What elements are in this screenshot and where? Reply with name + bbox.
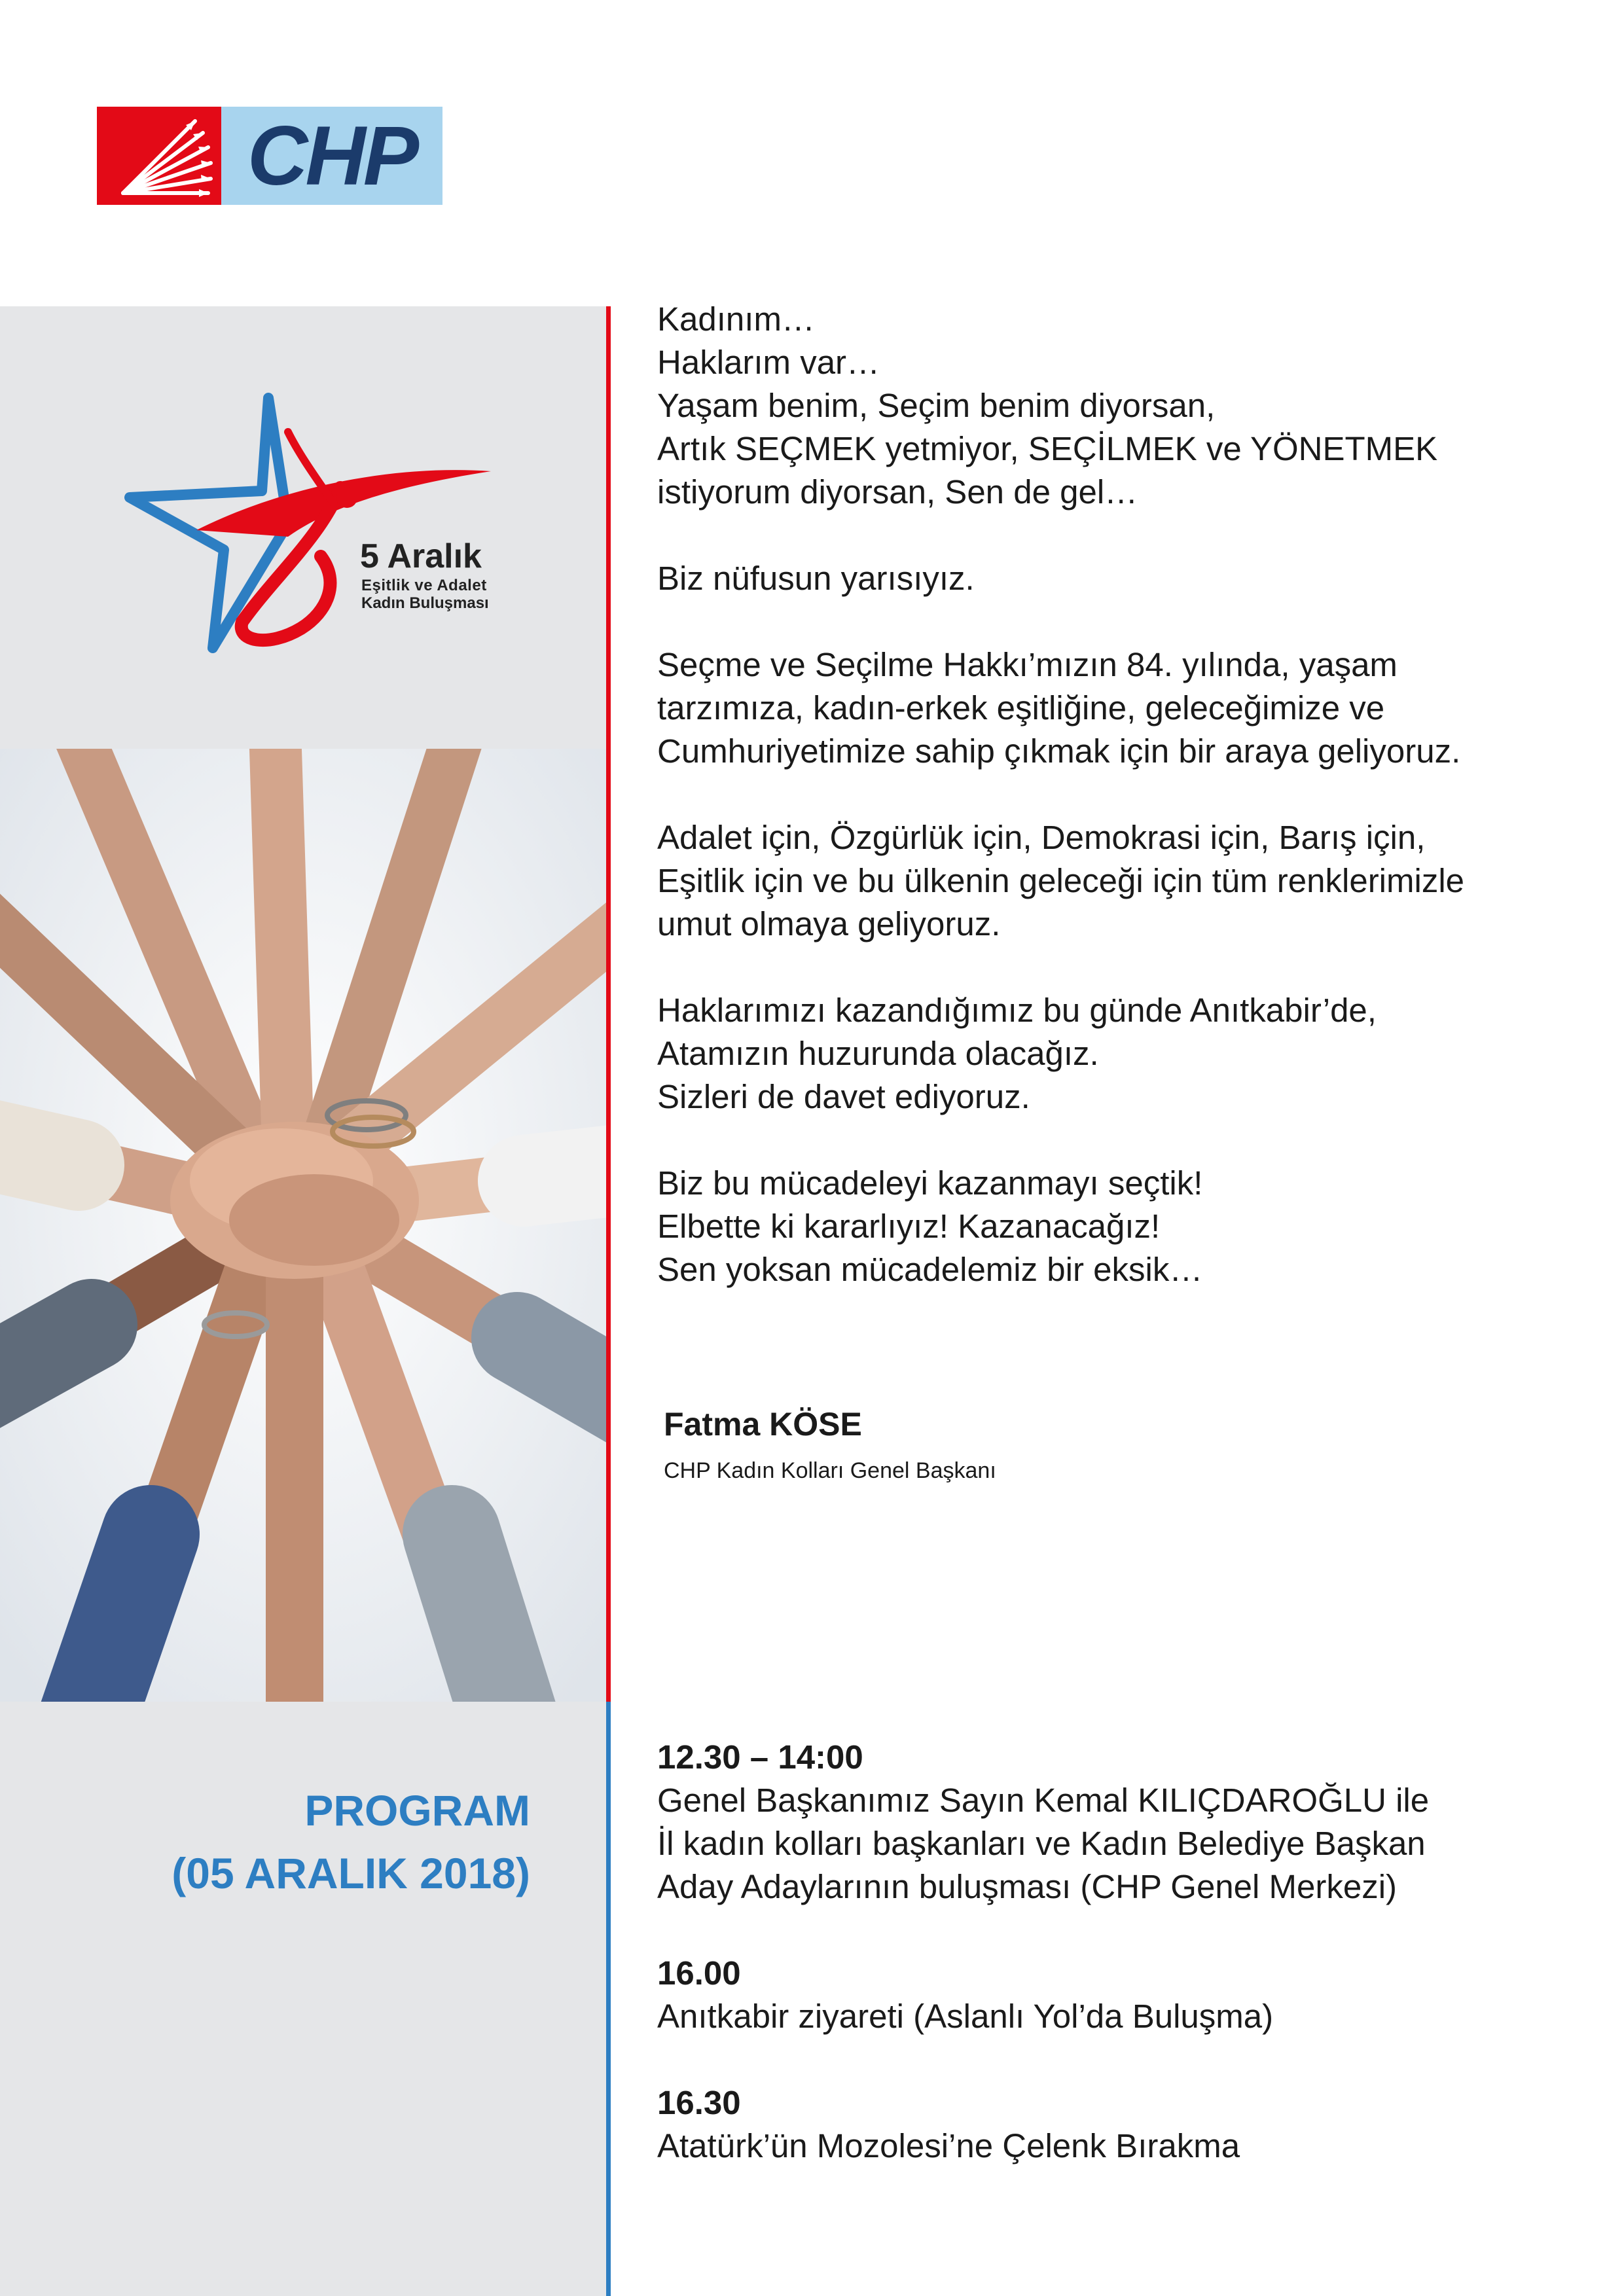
hands-together-photo xyxy=(0,749,609,1702)
signatory-name: Fatma KÖSE xyxy=(664,1406,862,1443)
letter-paragraph xyxy=(657,816,1587,946)
blue-divider xyxy=(606,1702,611,2296)
letter-line: Haklarımızı kazandığımız bu günde Anıtkabir’de, xyxy=(657,992,1377,1029)
schedule-item xyxy=(657,1952,1587,2038)
letter-line: tarzımıza, kadın-erkek eşitliğine, geleceğimize ve xyxy=(657,689,1385,726)
letter-line: Haklarım var… xyxy=(657,344,880,381)
schedule-line: İl kadın kolları başkanları ve Kadın Belediye Başkan xyxy=(657,1825,1426,1862)
event-logo xyxy=(124,386,504,661)
letter-paragraph xyxy=(657,557,1587,600)
schedule-time: 16.00 xyxy=(657,1954,741,1992)
letter-line: Seçme ve Seçilme Hakkı’mızın 84. yılında, yaşam xyxy=(657,646,1398,683)
letter-line: Yaşam benim, Seçim benim diyorsan, xyxy=(657,387,1216,424)
letter-line: Elbette ki kararlıyız! Kazanacağız! xyxy=(657,1208,1161,1245)
schedule-item xyxy=(657,1736,1587,1909)
letter-paragraph xyxy=(657,989,1587,1119)
event-subtitle-1: Eşitlik ve Adalet xyxy=(361,577,487,594)
event-subtitle-2: Kadın Buluşması xyxy=(361,594,489,612)
letter-line: istiyorum diyorsan, Sen de gel… xyxy=(657,473,1138,511)
letter-paragraph xyxy=(657,298,1587,514)
letter-line: Sizleri de davet ediyoruz. xyxy=(657,1078,1030,1115)
letter-paragraph xyxy=(657,1162,1587,1291)
six-arrows-emblem xyxy=(97,107,221,205)
event-title: 5 Aralık xyxy=(360,537,482,575)
schedule-time: 16.30 xyxy=(657,2084,741,2121)
letter-line: Kadınım… xyxy=(657,300,815,338)
program-date: (05 ARALIK 2018) xyxy=(171,1849,530,1897)
letter-line: Adalet için, Özgürlük için, Demokrasi için, Barış için, xyxy=(657,819,1426,856)
letter-line: Artık SEÇMEK yetmiyor, SEÇİLMEK ve YÖNETMEK xyxy=(657,430,1438,467)
star-swoosh-icon xyxy=(124,386,504,661)
schedule-line: Anıtkabir ziyareti (Aslanlı Yol’da Buluşma) xyxy=(657,1998,1274,2035)
schedule-line: Aday Adaylarının buluşması (CHP Genel Merkezi) xyxy=(657,1868,1398,1905)
letter-line: Cumhuriyetimize sahip çıkmak için bir araya geliyoruz. xyxy=(657,732,1461,770)
program-heading xyxy=(171,1779,530,1905)
program-schedule xyxy=(657,1736,1587,2211)
schedule-line: Genel Başkanımız Sayın Kemal KILIÇDAROĞLU ile xyxy=(657,1782,1430,1819)
chp-logo-text: CHP xyxy=(221,107,442,205)
invitation-letter xyxy=(657,298,1587,1335)
signatory-role: CHP Kadın Kolları Genel Başkanı xyxy=(664,1458,996,1483)
letter-line: Eşitlik için ve bu ülkenin geleceği için tüm renklerimizle xyxy=(657,862,1465,899)
letter-line: Biz nüfusun yarısıyız. xyxy=(657,560,975,597)
program-title: PROGRAM xyxy=(304,1786,530,1835)
letter-line: Biz bu mücadeleyi kazanmayı seçtik! xyxy=(657,1164,1203,1202)
letter-line: Sen yoksan mücadelemiz bir eksik… xyxy=(657,1251,1203,1288)
schedule-item xyxy=(657,2081,1587,2168)
letter-line: umut olmaya geliyoruz. xyxy=(657,905,1001,942)
red-divider xyxy=(606,306,611,1702)
signature-block xyxy=(664,1403,996,1490)
chp-logo xyxy=(97,107,442,205)
schedule-line: Atatürk’ün Mozolesi’ne Çelenk Bırakma xyxy=(657,2127,1240,2164)
letter-line: Atamızın huzurunda olacağız. xyxy=(657,1035,1099,1072)
schedule-time: 12.30 – 14:00 xyxy=(657,1738,863,1776)
letter-paragraph xyxy=(657,643,1587,773)
